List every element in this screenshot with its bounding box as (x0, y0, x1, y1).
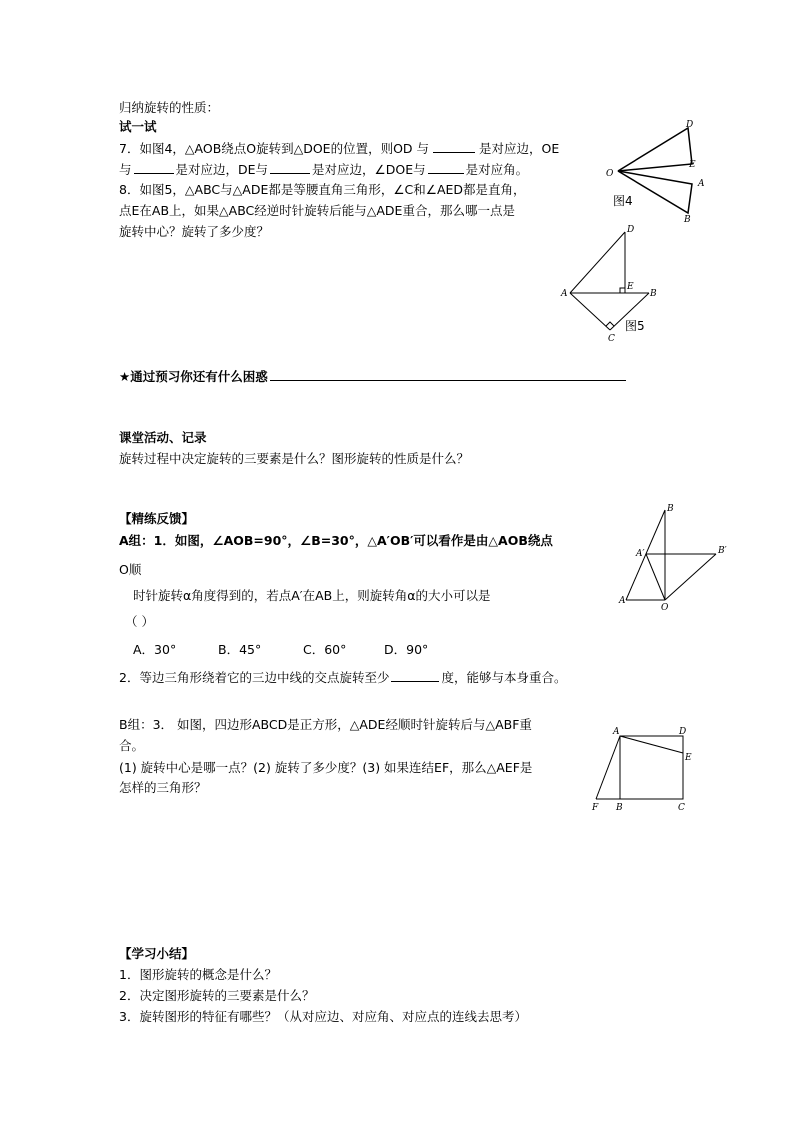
label-E: E (685, 753, 692, 763)
b3-line4: 怎样的三角形？ (119, 780, 207, 795)
label-E: E (627, 282, 634, 292)
try-heading: 试一试 (119, 119, 157, 134)
a1-option-d[interactable]: D．90° (384, 642, 429, 657)
label-A: A (619, 596, 626, 606)
a1-option-a[interactable]: A．30° (133, 642, 177, 657)
label-A: A (698, 179, 705, 189)
label-O: O (606, 169, 614, 179)
answer-blank[interactable] (134, 161, 174, 174)
question-8-line3: 旋转中心？旋转了多少度？ (119, 224, 270, 239)
summary-heading: 【学习小结】 (119, 946, 195, 961)
label-F: F (592, 803, 599, 813)
label-O: O (661, 603, 669, 612)
question-7-line1: 7．如图4，△AOB绕点O旋转到△DOE的位置，则OD 与 是对应边，OE (119, 141, 560, 156)
label-E: E (689, 160, 696, 170)
label-B: B (650, 289, 657, 299)
a1-line2: O顺 (119, 562, 142, 577)
preview-answer-line[interactable] (270, 368, 626, 381)
a1-option-c[interactable]: C．60° (303, 642, 347, 657)
answer-blank[interactable] (433, 140, 475, 153)
b3-line1: B组：3． 如图，四边形ABCD是正方形，△ADE经顺时针旋转后与△ABF重 (119, 717, 532, 732)
label-C: C (608, 334, 615, 344)
a1-option-b[interactable]: B．45° (218, 642, 262, 657)
preview-question: ★通过预习你还有什么困惑 (119, 368, 626, 385)
summary-item: 3．旋转图形的特征有哪些？（从对应边、对应角、对应点的连线去思考） (119, 1009, 527, 1024)
label-B-prime: B′ (718, 546, 727, 556)
b3-line2: 合。 (119, 738, 145, 753)
label-A-prime: A′ (636, 549, 645, 559)
answer-blank[interactable] (428, 161, 464, 174)
section-title: 归纳旋转的性质： (119, 100, 220, 115)
label-D: D (686, 120, 694, 130)
summary-item: 1．图形旋转的概念是什么？ (119, 967, 277, 982)
practice-heading: 【精练反馈】 (119, 511, 195, 526)
label-C: C (678, 803, 685, 813)
figure-4-caption: 图4 (613, 194, 633, 208)
summary-item: 2．决定图形旋转的三要素是什么？ (119, 988, 315, 1003)
figure-b3 (586, 722, 694, 814)
label-B: B (616, 803, 623, 813)
figure-4 (602, 118, 712, 223)
figure-5-caption: 图5 (625, 319, 645, 333)
classroom-heading: 课堂活动、记录 (119, 430, 207, 445)
figure-a1 (616, 500, 740, 612)
label-A: A (561, 289, 568, 299)
label-A: A (613, 727, 620, 737)
answer-blank[interactable] (391, 669, 439, 682)
label-B: B (684, 215, 691, 223)
figure-5 (560, 222, 664, 346)
a2-question: 2．等边三角形绕着它的三边中线的交点旋转至少 度，能够与本身重合。 (119, 670, 567, 685)
a1-line3: 时针旋转α角度得到的，若点A′在AB上，则旋转角α的大小可以是 (133, 588, 491, 603)
question-8-line2: 点E在AB上，如果△ABC经逆时针旋转后能与△ADE重合，那么哪一点是 (119, 203, 515, 218)
question-8-line1: 8．如图5，△ABC与△ADE都是等腰直角三角形，∠C和∠AED都是直角， (119, 182, 526, 197)
a1-answer-parens[interactable]: （ ） (125, 614, 154, 629)
label-B: B (667, 504, 674, 514)
answer-blank[interactable] (270, 161, 310, 174)
a1-line1: A组：1．如图，∠AOB=90°，∠B=30°，△A′OB′可以看作是由△AOB绕点 (119, 533, 553, 548)
b3-line3: (1) 旋转中心是哪一点？(2) 旋转了多少度？(3) 如果连结EF，那么△AEF是 (119, 760, 533, 775)
label-D: D (627, 225, 635, 235)
question-7-line2: 与 是对应边，DE与 是对应边，∠DOE与 是对应角。 (119, 162, 529, 177)
classroom-question: 旋转过程中决定旋转的三要素是什么？图形旋转的性质是什么？ (119, 451, 470, 466)
label-D: D (679, 727, 687, 737)
